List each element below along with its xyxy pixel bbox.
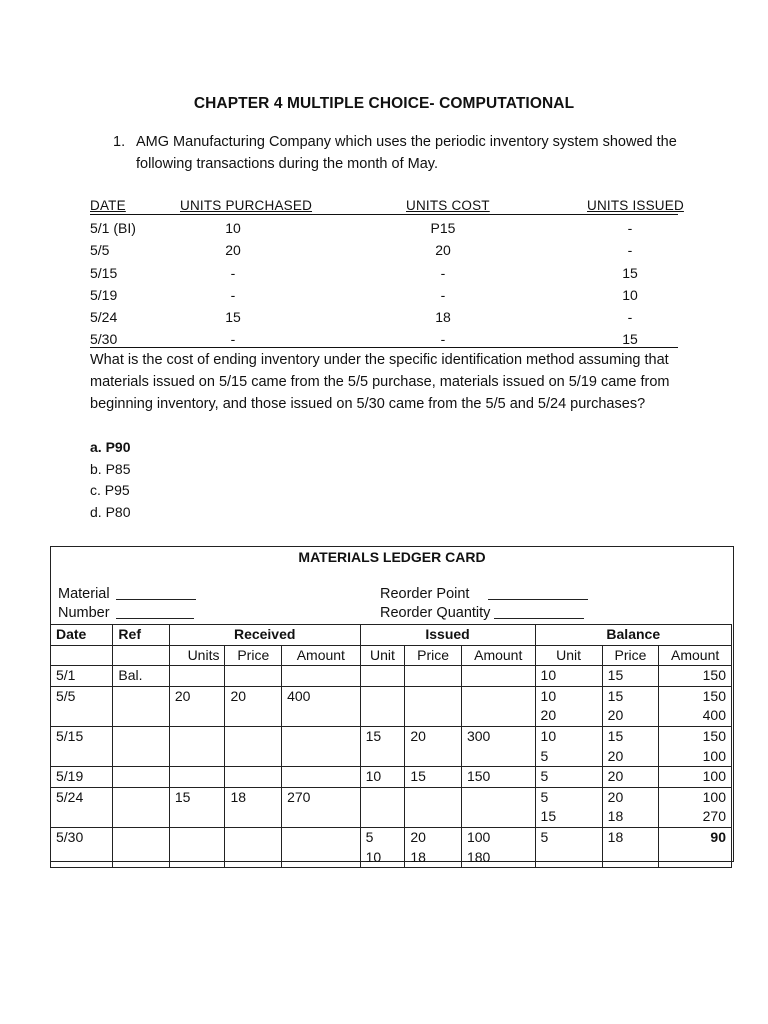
choice-c[interactable]: c. P95 bbox=[90, 482, 130, 499]
cell-ref: Bal. bbox=[113, 666, 169, 687]
cell-balance-amount-line: 150 bbox=[702, 667, 726, 684]
cell-issued-unit-line: 10 bbox=[365, 768, 382, 785]
cell-received-price bbox=[225, 767, 282, 788]
transaction-row bbox=[90, 286, 680, 308]
ledger-subheader-row bbox=[51, 645, 732, 666]
reorder-point-blank bbox=[488, 599, 588, 600]
cell-units-purchased: - bbox=[230, 286, 236, 303]
col-issued: Issued bbox=[360, 625, 535, 646]
cell-balance-amount bbox=[659, 666, 732, 687]
cell-balance-price bbox=[602, 767, 659, 788]
cell-balance-amount-line: 150 bbox=[702, 687, 726, 704]
number-field bbox=[58, 605, 194, 621]
cell-received-price: 18 bbox=[225, 787, 282, 827]
cell-date: 5/30 bbox=[51, 827, 113, 867]
cell-received-units bbox=[169, 827, 225, 867]
header-units-issued: UNITS ISSUED bbox=[587, 198, 684, 213]
cell-issued-price-line: 18 bbox=[410, 848, 426, 865]
cell-received-amount: 270 bbox=[282, 787, 360, 827]
cell-balance-unit bbox=[535, 726, 602, 766]
sub-received-units: Units bbox=[169, 645, 225, 666]
cell-balance-amount bbox=[659, 726, 732, 766]
cell-balance-price bbox=[602, 666, 659, 687]
cell-received-units: 20 bbox=[169, 686, 225, 726]
ledger-row bbox=[51, 666, 732, 687]
cell-issued-unit bbox=[360, 686, 405, 726]
cell-balance-unit-line: 15 bbox=[540, 808, 557, 825]
cell-received-units bbox=[169, 666, 225, 687]
cell-balance-unit-line: 10 bbox=[540, 687, 557, 704]
cell-issued-amount-line: 100 bbox=[466, 828, 491, 845]
cell-issued-price bbox=[405, 686, 462, 726]
sub-issued-unit: Unit bbox=[360, 645, 405, 666]
cell-units-cost: - bbox=[440, 264, 446, 281]
cell-balance-price-line: 20 bbox=[607, 747, 624, 764]
header-units-purchased: UNITS PURCHASED bbox=[180, 198, 313, 213]
cell-units-issued: 15 bbox=[622, 264, 638, 281]
cell-balance-price-line: 20 bbox=[607, 768, 624, 785]
cell-balance-unit bbox=[535, 686, 602, 726]
col-balance: Balance bbox=[535, 625, 731, 646]
cell-issued-price bbox=[405, 787, 462, 827]
ledger-row bbox=[51, 787, 732, 827]
cell-units-issued: - bbox=[627, 242, 633, 259]
cell-balance-unit-line: 5 bbox=[540, 747, 549, 764]
reorder-quantity-label: Reorder Quantity bbox=[380, 605, 491, 621]
cell-balance-unit-line: 10 bbox=[540, 667, 557, 684]
cell-balance-unit-line: 5 bbox=[540, 828, 549, 845]
ledger-header-row bbox=[51, 625, 732, 646]
cell-received-amount bbox=[282, 827, 360, 867]
reorder-point-field bbox=[380, 586, 588, 602]
cell-received-units bbox=[169, 767, 225, 788]
col-received: Received bbox=[169, 625, 360, 646]
cell-balance-amount bbox=[659, 827, 732, 867]
cell-balance-amount bbox=[659, 787, 732, 827]
cell-balance-unit bbox=[535, 666, 602, 687]
sub-balance-amount: Amount bbox=[659, 645, 732, 666]
cell-issued-price bbox=[405, 767, 462, 788]
cell-issued-amount bbox=[461, 686, 535, 726]
cell-units-issued: - bbox=[627, 220, 633, 237]
cell-date: 5/24 bbox=[51, 787, 113, 827]
col-ref: Ref bbox=[113, 625, 169, 646]
cell-balance-amount-line: 100 bbox=[702, 768, 726, 785]
cell-units-purchased: 20 bbox=[225, 242, 241, 259]
cell-date: 5/24 bbox=[90, 308, 118, 325]
cell-date: 5/15 bbox=[90, 264, 118, 281]
number-label: Number bbox=[58, 605, 110, 621]
cell-received-price bbox=[225, 666, 282, 687]
cell-ref bbox=[113, 787, 169, 827]
cell-balance-amount-line: 150 bbox=[702, 727, 726, 744]
cell-issued-amount-line: 150 bbox=[466, 768, 491, 785]
cell-balance-price-line: 20 bbox=[607, 788, 624, 805]
cell-issued-price bbox=[405, 827, 462, 867]
cell-date: 5/5 bbox=[90, 242, 110, 259]
sub-issued-price: Price bbox=[405, 645, 462, 666]
sub-balance-price: Price bbox=[602, 645, 659, 666]
transaction-row bbox=[90, 264, 680, 286]
cell-issued-unit bbox=[360, 767, 405, 788]
transaction-row bbox=[90, 308, 680, 330]
cell-received-price bbox=[225, 726, 282, 766]
cell-balance-unit bbox=[535, 767, 602, 788]
cell-balance-price bbox=[602, 726, 659, 766]
number-blank bbox=[116, 618, 194, 619]
material-field bbox=[58, 586, 196, 602]
cell-balance-price-line: 15 bbox=[607, 667, 624, 684]
cell-date: 5/15 bbox=[51, 726, 113, 766]
cell-ref bbox=[113, 767, 169, 788]
cell-issued-unit-line: 15 bbox=[365, 727, 382, 744]
ledger-table bbox=[50, 624, 732, 868]
cell-balance-amount bbox=[659, 686, 732, 726]
cell-date: 5/19 bbox=[51, 767, 113, 788]
cell-issued-price bbox=[405, 666, 462, 687]
transactions-table bbox=[90, 197, 684, 352]
subhead-empty-date bbox=[51, 645, 113, 666]
cell-balance-amount-line: 100 bbox=[702, 747, 726, 764]
material-label: Material bbox=[58, 586, 110, 602]
cell-issued-unit-line: 10 bbox=[365, 848, 382, 865]
cell-balance-price-line: 15 bbox=[607, 727, 624, 744]
cell-balance-amount-line: 270 bbox=[702, 808, 726, 825]
cell-issued-amount-line: 300 bbox=[466, 727, 491, 744]
cell-issued-price-line: 15 bbox=[410, 768, 426, 785]
answer-choices bbox=[90, 437, 130, 524]
cell-units-purchased: - bbox=[230, 331, 236, 348]
cell-balance-price-line: 18 bbox=[607, 808, 624, 825]
ledger-row bbox=[51, 767, 732, 788]
footer-rule bbox=[90, 347, 678, 348]
cell-balance-price-line: 18 bbox=[607, 828, 624, 845]
ledger-row bbox=[51, 686, 732, 726]
cell-received-amount bbox=[282, 666, 360, 687]
materials-ledger-card bbox=[50, 546, 734, 865]
question-text: AMG Manufacturing Company which uses the periodic inventory system showed the following transactions during the month of May. bbox=[136, 134, 677, 172]
cell-ref bbox=[113, 686, 169, 726]
cell-issued-amount bbox=[461, 666, 535, 687]
reorder-point-label: Reorder Point bbox=[380, 586, 470, 602]
cell-balance-price bbox=[602, 686, 659, 726]
cell-balance-amount-line: 90 bbox=[710, 828, 726, 845]
sub-issued-amount: Amount bbox=[461, 645, 535, 666]
ledger-row bbox=[51, 726, 732, 766]
cell-balance-price-line: 15 bbox=[607, 687, 624, 704]
header-rule bbox=[90, 214, 678, 215]
cell-issued-amount-line: 180 bbox=[466, 848, 491, 865]
cell-issued-amount bbox=[461, 726, 535, 766]
cell-units-issued: 15 bbox=[622, 331, 638, 348]
cell-units-issued: 10 bbox=[622, 286, 638, 303]
cell-issued-amount bbox=[461, 767, 535, 788]
question-number: 1. bbox=[113, 134, 126, 150]
cell-issued-unit-line: 5 bbox=[365, 828, 374, 845]
cell-issued-unit bbox=[360, 666, 405, 687]
cell-date: 5/19 bbox=[90, 286, 118, 303]
cell-issued-unit bbox=[360, 787, 405, 827]
transaction-row bbox=[90, 219, 680, 241]
cell-date: 5/1 (BI) bbox=[90, 220, 136, 237]
cell-received-amount bbox=[282, 726, 360, 766]
cell-units-cost: - bbox=[440, 331, 446, 348]
cell-received-price: 20 bbox=[225, 686, 282, 726]
page-title: CHAPTER 4 MULTIPLE CHOICE- COMPUTATIONAL bbox=[193, 95, 575, 112]
cell-units-cost: P15 bbox=[430, 220, 456, 237]
reorder-quantity-blank bbox=[494, 618, 584, 619]
choice-b[interactable]: b. P85 bbox=[90, 460, 131, 477]
cell-issued-unit bbox=[360, 827, 405, 867]
cell-balance-unit bbox=[535, 787, 602, 827]
cell-received-units bbox=[169, 726, 225, 766]
cell-balance-unit bbox=[535, 827, 602, 867]
cell-balance-amount-line: 100 bbox=[702, 788, 726, 805]
question-prompt: What is the cost of ending inventory under the specific identification method assuming that materials issued on 5/15 came from the 5/5 purchase, materials issued on 5/19 came from beginning inventory, and those issued on 5/30 came from the 5/5 and 5/24 purchases? bbox=[90, 352, 670, 412]
choice-a[interactable]: a. P90 bbox=[90, 439, 131, 455]
sub-balance-unit: Unit bbox=[535, 645, 602, 666]
cell-balance-unit-line: 10 bbox=[540, 727, 557, 744]
cell-units-purchased: 15 bbox=[225, 308, 241, 325]
cell-received-amount bbox=[282, 767, 360, 788]
cell-received-amount: 400 bbox=[282, 686, 360, 726]
cell-date: 5/5 bbox=[51, 686, 113, 726]
sub-received-price: Price bbox=[225, 645, 282, 666]
cell-units-cost: 18 bbox=[435, 308, 451, 325]
cell-units-cost: - bbox=[440, 286, 446, 303]
cell-issued-price-line: 20 bbox=[410, 828, 426, 845]
cell-issued-amount bbox=[461, 787, 535, 827]
cell-date: 5/30 bbox=[90, 331, 118, 348]
cell-balance-unit-line: 5 bbox=[540, 768, 549, 785]
cell-balance-amount-line: 400 bbox=[702, 707, 726, 724]
cell-units-cost: 20 bbox=[435, 242, 451, 259]
cell-balance-price bbox=[602, 787, 659, 827]
header-date: DATE bbox=[90, 198, 126, 213]
cell-balance-amount bbox=[659, 767, 732, 788]
reorder-quantity-field bbox=[380, 605, 584, 621]
ledger-title: MATERIALS LEDGER CARD bbox=[298, 549, 486, 565]
cell-issued-amount bbox=[461, 827, 535, 867]
cell-ref bbox=[113, 827, 169, 867]
cell-issued-price-line: 20 bbox=[410, 727, 426, 744]
subhead-empty-ref bbox=[113, 645, 169, 666]
choice-d[interactable]: d. P80 bbox=[90, 504, 131, 521]
material-blank bbox=[116, 599, 196, 600]
header-units-cost: UNITS COST bbox=[406, 198, 490, 213]
cell-balance-price bbox=[602, 827, 659, 867]
cell-balance-price-line: 20 bbox=[607, 707, 624, 724]
cell-ref bbox=[113, 726, 169, 766]
transactions-header bbox=[90, 197, 684, 219]
question-block bbox=[113, 131, 693, 175]
cell-units-purchased: - bbox=[230, 264, 236, 281]
transaction-row bbox=[90, 241, 680, 263]
cell-issued-unit bbox=[360, 726, 405, 766]
cell-units-issued: - bbox=[627, 308, 633, 325]
cell-issued-price bbox=[405, 726, 462, 766]
cell-balance-unit-line: 20 bbox=[540, 707, 557, 724]
cell-received-units: 15 bbox=[169, 787, 225, 827]
cell-balance-unit-line: 5 bbox=[540, 788, 549, 805]
col-date: Date bbox=[51, 625, 113, 646]
ledger-row bbox=[51, 827, 732, 867]
sub-received-amount: Amount bbox=[282, 645, 360, 666]
cell-units-purchased: 10 bbox=[225, 220, 241, 237]
cell-received-price bbox=[225, 827, 282, 867]
cell-date: 5/1 bbox=[51, 666, 113, 687]
